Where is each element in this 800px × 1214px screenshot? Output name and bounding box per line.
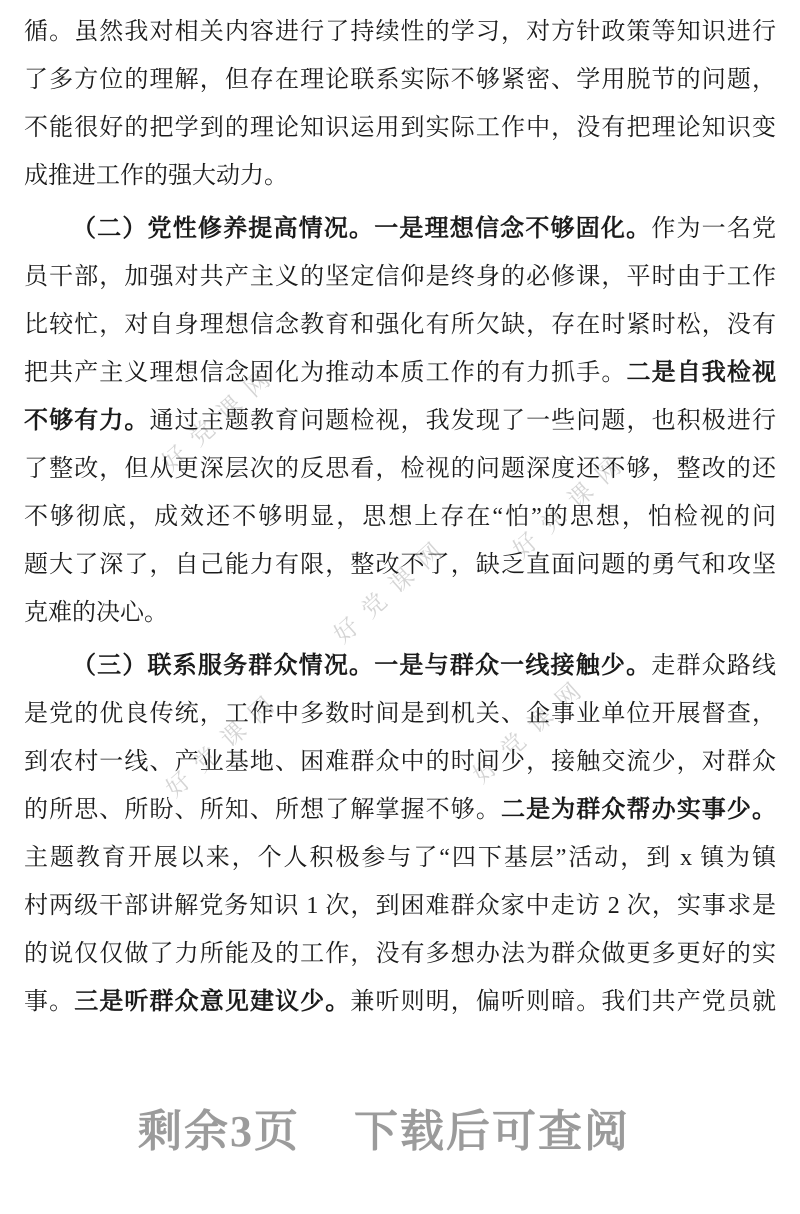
text-line bbox=[24, 978, 776, 1026]
text-line bbox=[24, 56, 776, 104]
text-segment: 把共产主义理想信念固化为推动本质工作的有力抓手。 bbox=[24, 360, 627, 386]
download-to-view-hint: 下载后可查阅 bbox=[354, 1107, 630, 1156]
text-segment: 的说仅仅做了力所能及的工作，没有多想办法为群众做更多更好的实 bbox=[24, 941, 776, 967]
text-line bbox=[24, 152, 776, 200]
text-line bbox=[24, 834, 776, 882]
text-segment: 到农村一线、产业基地、困难群众中的时间少，接触交流少，对群众 bbox=[24, 749, 776, 775]
bold-text-segment: 二是自我检视 bbox=[626, 360, 777, 386]
text-line bbox=[24, 541, 776, 589]
paragraph bbox=[24, 8, 776, 200]
text-line bbox=[24, 738, 776, 786]
bold-text-segment: （二）党性修养提高情况。一是理想信念不够固化。 bbox=[72, 216, 652, 242]
text-segment: 村两级干部讲解党务知识 1 次，到困难群众家中走访 2 次，实事求是 bbox=[24, 893, 776, 919]
text-line bbox=[24, 104, 776, 152]
bold-text-segment: 不够有力。 bbox=[24, 408, 150, 434]
watermark-text: 好党课网 bbox=[508, 445, 637, 564]
text-line bbox=[24, 397, 776, 445]
text-line bbox=[24, 930, 776, 978]
text-line bbox=[24, 786, 776, 834]
text-segment: 循。虽然我对相关内容进行了持续性的学习，对方针政策等知识进行 bbox=[24, 19, 776, 45]
text-segment: 克难的决心。 bbox=[24, 600, 168, 626]
text-line bbox=[24, 8, 776, 56]
remaining-pages-notice bbox=[0, 1104, 784, 1159]
text-segment: 比较忙，对自身理想信念教育和强化有所欠缺，存在时紧时松，没有 bbox=[24, 312, 776, 338]
text-segment: 员干部，加强对共产主义的坚定信仰是终身的必修课，平时由于工作 bbox=[24, 264, 776, 290]
watermark-text: 好党课网 bbox=[161, 684, 290, 803]
text-line bbox=[24, 445, 776, 493]
bold-text-segment: 三是听群众意见建议少。 bbox=[74, 989, 351, 1015]
text-segment: 题大了深了，自己能力有限，整改不了，缺乏直面问题的勇气和攻坚 bbox=[24, 552, 776, 578]
text-segment: 兼听则明，偏听则暗。我们共产党员就 bbox=[350, 989, 777, 1015]
remaining-pages-count: 剩余3页 bbox=[138, 1107, 300, 1156]
text-line bbox=[24, 253, 776, 301]
text-segment: 不够彻底，成效还不够明显，思想上存在“怕”的思想，怕检视的问 bbox=[24, 504, 776, 530]
text-segment: 是党的优良传统，工作中多数时间是到机关、企事业单位开展督查， bbox=[24, 701, 776, 727]
watermark-text: 好党课网 bbox=[157, 358, 286, 477]
text-segment: 的所思、所盼、所知、所想了解掌握不够。 bbox=[24, 797, 501, 823]
bold-text-segment: 二是为群众帮办实事少。 bbox=[500, 797, 777, 823]
text-segment: 作为一名党 bbox=[651, 216, 777, 242]
bold-text-segment: （三）联系服务群众情况。一是与群众一线接触少。 bbox=[72, 653, 652, 679]
paragraph bbox=[24, 642, 776, 1026]
paragraph bbox=[24, 205, 776, 637]
text-segment: 成推进工作的强大动力。 bbox=[24, 163, 288, 189]
text-segment: 了多方位的理解，但存在理论联系实际不够紧密、学用脱节的问题， bbox=[24, 67, 776, 93]
text-line bbox=[24, 301, 776, 349]
text-line bbox=[24, 690, 776, 738]
text-line bbox=[24, 493, 776, 541]
text-segment: 走群众路线 bbox=[651, 653, 777, 679]
text-segment: 了整改，但从更深层次的反思看，检视的问题深度还不够，整改的还 bbox=[24, 456, 776, 482]
text-segment: 通过主题教育问题检视，我发现了一些问题，也积极进行 bbox=[149, 408, 777, 434]
text-line bbox=[24, 349, 776, 397]
watermark-text: 好党课网 bbox=[468, 670, 597, 789]
text-segment: 事。 bbox=[24, 989, 75, 1015]
text-line bbox=[24, 589, 776, 637]
text-segment: 主题教育开展以来，个人积极参与了“四下基层”活动，到 x 镇为镇 bbox=[24, 845, 776, 871]
text-line bbox=[24, 205, 776, 253]
text-line bbox=[24, 642, 776, 690]
watermark-text: 好党课网 bbox=[329, 530, 458, 649]
text-line bbox=[24, 882, 776, 930]
text-segment: 不能很好的把学到的理论知识运用到实际工作中，没有把理论知识变 bbox=[24, 115, 776, 141]
